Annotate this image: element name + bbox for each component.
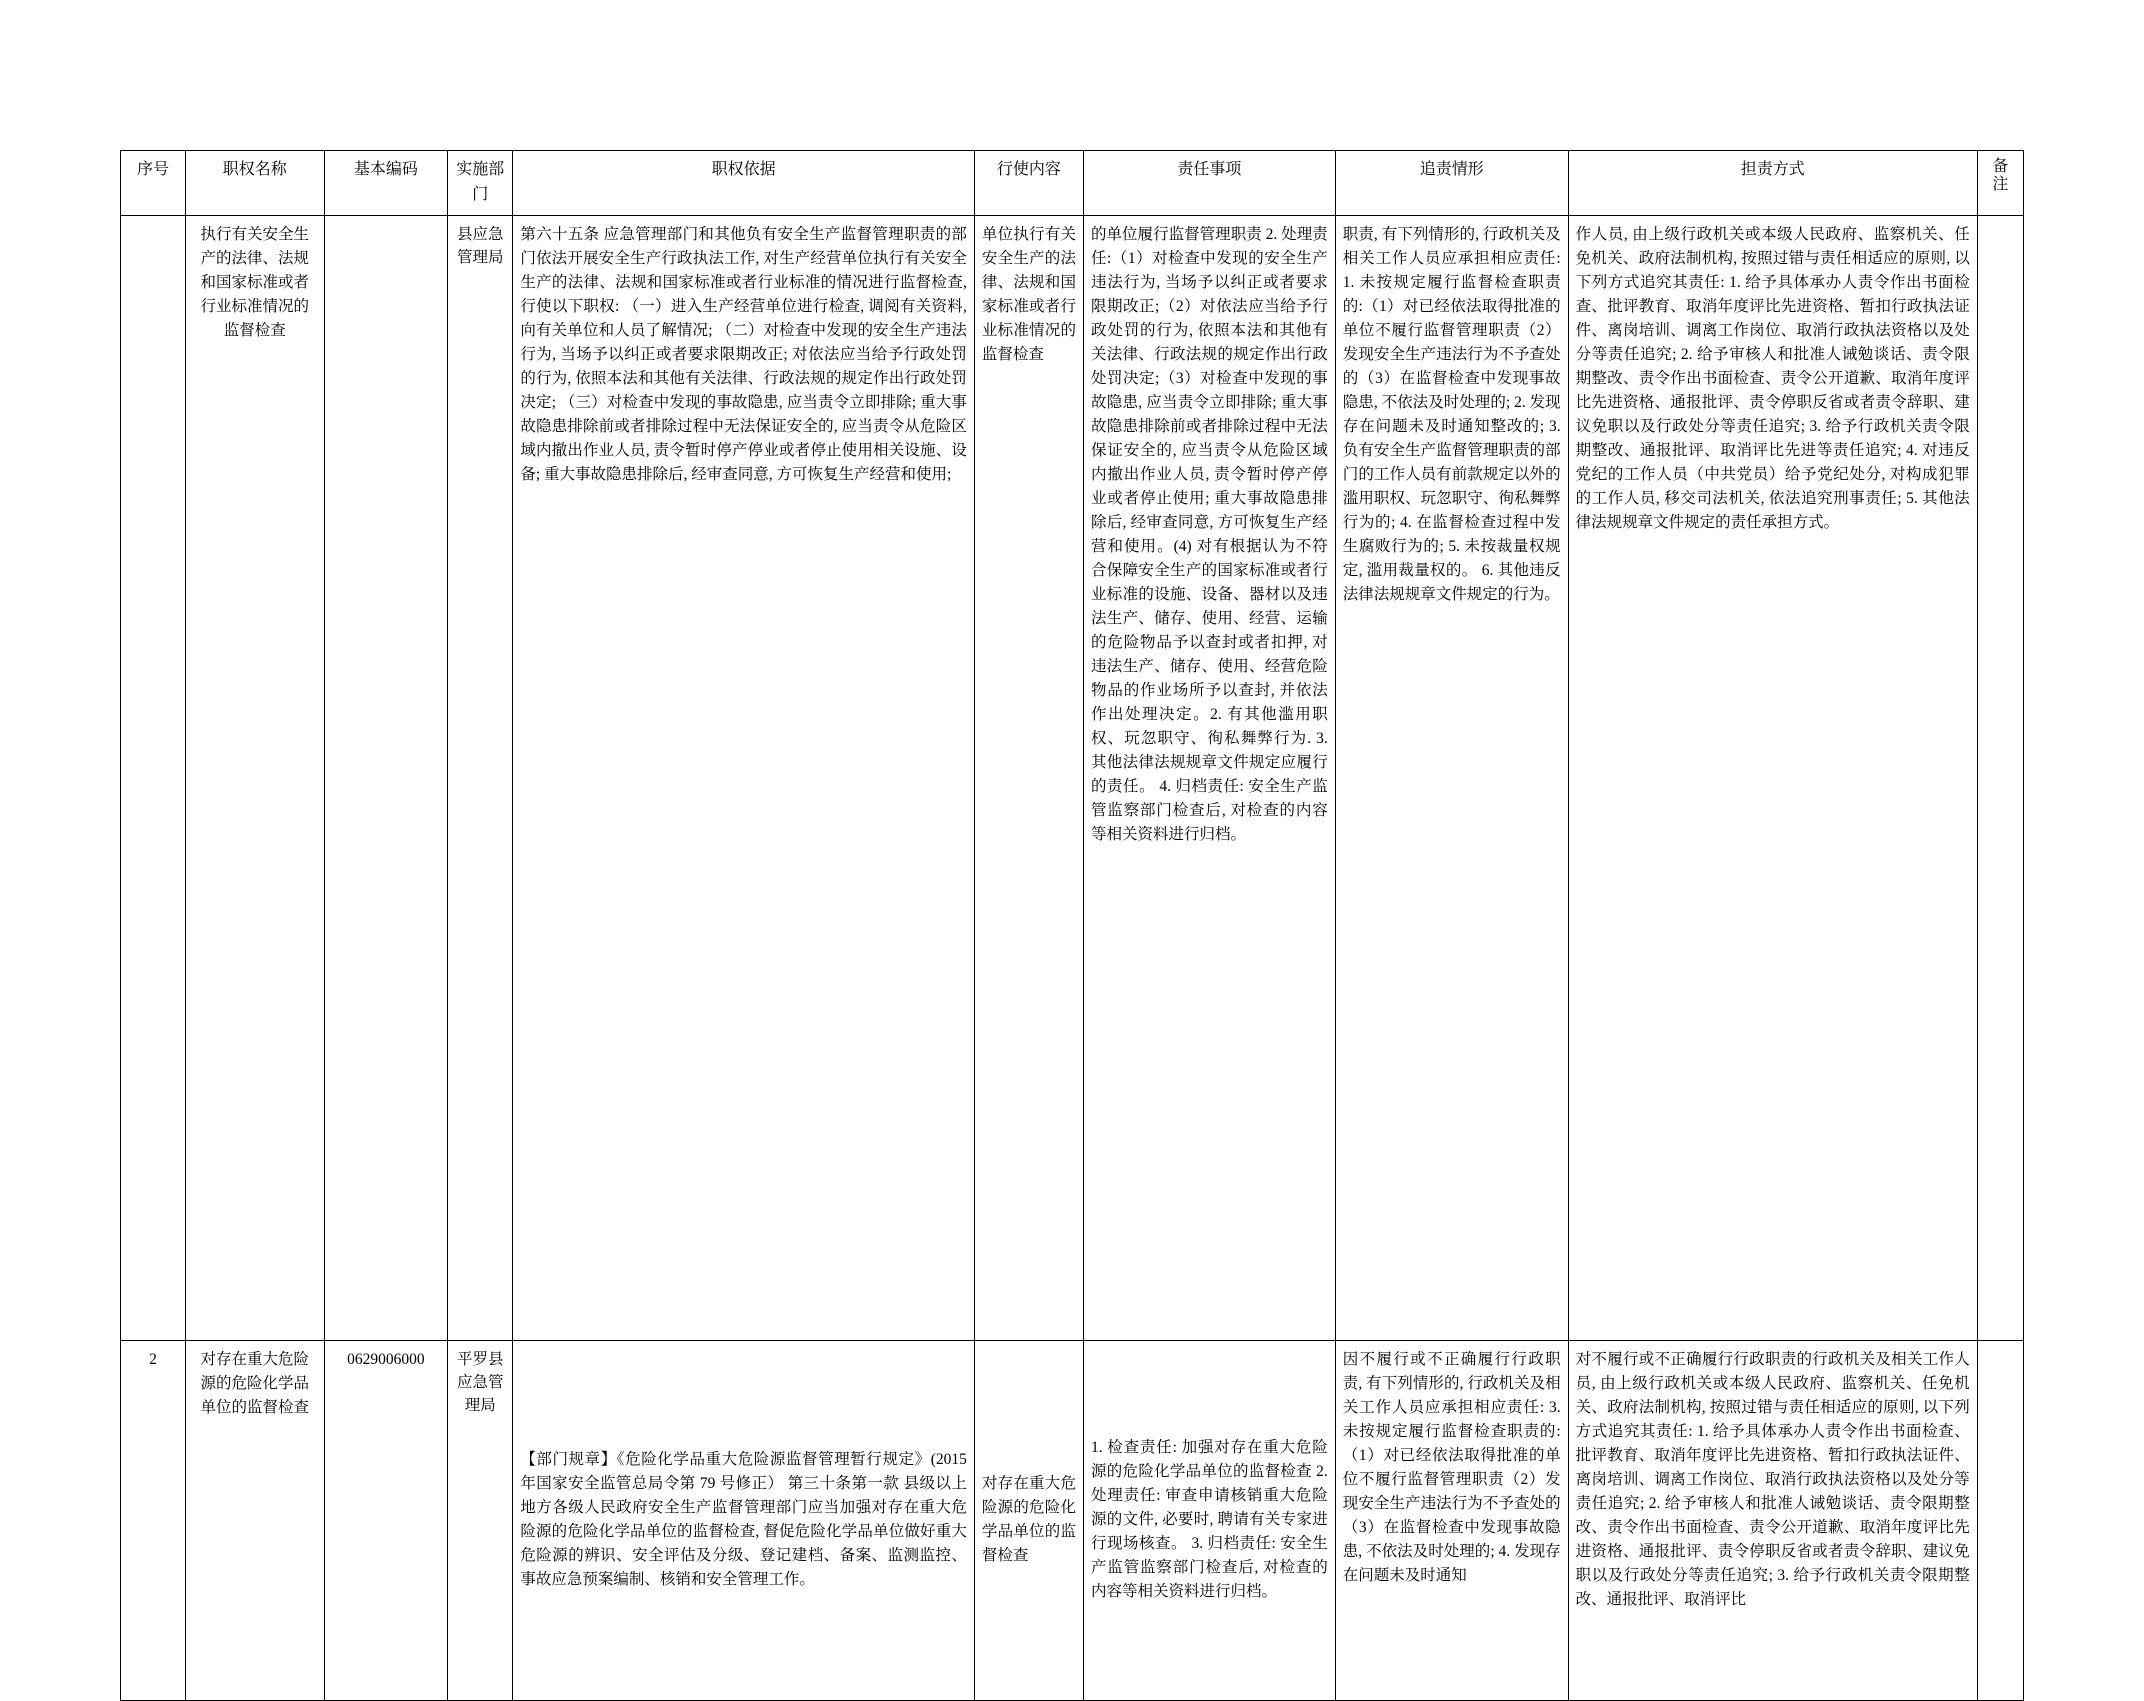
cell-dept: 县应急管理局 (448, 215, 513, 1340)
cell-seq (121, 215, 186, 1340)
cell-name: 执行有关安全生产的法律、法规和国家标准或者行业标准情况的监督检查 (186, 215, 324, 1340)
cell-basis: 【部门规章】《危险化学品重大危险源监督管理暂行规定》(2015年国家安全监管总局令第 79 号修正） 第三十条第一款 县级以上地方各级人民政府安全生产监督管理部门应当加强对存在重大危险源的危险化学品单位的监督检查, 督促危险化学品单位做好重大危险源的辨识、安全评估及分级、登记建档、备案、监测监控、事故应急预案编制、核销和安全管理工作。 (513, 1340, 975, 1700)
column-header-seq: 序号 (121, 151, 186, 216)
column-header-remark: 备注 (1977, 151, 2023, 216)
table-body (121, 215, 2024, 1700)
table-header-row (121, 151, 2024, 216)
cell-bearing: 作人员, 由上级行政机关或本级人民政府、监察机关、任免机关、政府法制机构, 按照过错与责任相适应的原则, 以下列方式追究其责任: 1. 给予具体承办人责令作出书面检查、批评教育、取消年度评比先进资格、暂扣行政执法证件、离岗培训、调离工作岗位、取消行政执法资格以及处分等责任追究; 2. 给予审核人和批准人诫勉谈话、责令限期整改、责令作出书面检查、责令公开道歉、取消年度评比先进资格、通报批评、责令停职反省或者责令辞职、建议免职以及行政处分等责任追究; 3. 给予行政机关责令限期整改、通报批评、取消评比先进等责任追究; 4. 对违反党纪的工作人员（中共党员）给予党纪处分, 对构成犯罪的工作人员, 移交司法机关, 依法追究刑事责任; 5. 其他法律法规规章文件规定的责任承担方式。 (1568, 215, 1977, 1340)
cell-code: 0629006000 (324, 1340, 448, 1700)
column-header-code: 基本编码 (324, 151, 448, 216)
cell-dept: 平罗县应急管理局 (448, 1340, 513, 1700)
cell-remark (1977, 215, 2023, 1340)
table-header (121, 151, 2024, 216)
cell-duty: 的单位履行监督管理职责 2. 处理责任:（1）对检查中发现的安全生产违法行为, 当场予以纠正或者要求限期改正;（2）对依法应当给予行政处罚的行为, 依照本法和其他有关法律、行政法规的规定作出行政处罚决定;（3）对检查中发现的事故隐患, 应当责令立即排除; 重大事故隐患排除前或者排除过程中无法保证安全的, 应当责令从危险区域内撤出作业人员, 责令暂时停产停业或者停止使用; 重大事故隐患排除后, 经审查同意, 方可恢复生产经营和使用。(4) 对有根据认为不符合保障安全生产的国家标准或者行业标准的设施、设备、器材以及违法生产、储存、使用、经营、运输的危险物品予以查封或者扣押, 对违法生产、储存、使用、经营危险物品的作业场所予以查封, 并依法作出处理决定。2. 有其他滥用职权、玩忽职守、徇私舞弊行为. 3. 其他法律法规规章文件规定应履行的责任。 4. 归档责任: 安全生产监管监察部门检查后, 对检查的内容等相关资料进行归档。 (1083, 215, 1335, 1340)
column-header-dept: 实施部门 (448, 151, 513, 216)
cell-seq: 2 (121, 1340, 186, 1700)
column-header-basis: 职权依据 (513, 151, 975, 216)
cell-content: 对存在重大危险源的危险化学品单位的监督检查 (974, 1340, 1083, 1700)
cell-duty: 1. 检查责任: 加强对存在重大危险源的危险化学品单位的监督检查 2. 处理责任: 审查申请核销重大危险源的文件, 必要时, 聘请有关专家进行现场核查。 3. 归档责任: 安全生产监管监察部门检查后, 对检查的内容等相关资料进行归档。 (1083, 1340, 1335, 1700)
column-header-accountability: 追责情形 (1335, 151, 1568, 216)
column-header-bearing: 担责方式 (1568, 151, 1977, 216)
cell-bearing: 对不履行或不正确履行行政职责的行政机关及相关工作人员, 由上级行政机关或本级人民政府、监察机关、任免机关、政府法制机构, 按照过错与责任相适应的原则, 以下列方式追究其责任: 1. 给予具体承办人责令作出书面检查、批评教育、取消年度评比先进资格、暂扣行政执法证件、离岗培训、调离工作岗位、取消行政执法资格以及处分等责任追究; 2. 给予审核人和批准人诫勉谈话、责令限期整改、责令作出书面检查、责令公开道歉、取消年度评比先进资格、通报批评、责令停职反省或者责令辞职、建议免职以及行政处分等责任追究; 3. 给予行政机关责令限期整改、通报批评、取消评比 (1568, 1340, 1977, 1700)
cell-accountability: 因不履行或不正确履行行政职责, 有下列情形的, 行政机关及相关工作人员应承担相应责任: 3. 未按规定履行监督检查职责的:（1）对已经依法取得批准的单位不履行监督管理职责（2）发现安全生产违法行为不予查处的（3）在监督检查中发现事故隐患, 不依法及时处理的; 4. 发现存在问题未及时通知 (1335, 1340, 1568, 1700)
cell-name: 对存在重大危险源的危险化学品单位的监督检查 (186, 1340, 324, 1700)
power-list-table (120, 150, 2024, 1701)
column-header-duty: 责任事项 (1083, 151, 1335, 216)
table-row (121, 1340, 2024, 1700)
column-header-content: 行使内容 (974, 151, 1083, 216)
column-header-name: 职权名称 (186, 151, 324, 216)
cell-remark (1977, 1340, 2023, 1700)
cell-code (324, 215, 448, 1340)
table-row (121, 215, 2024, 1340)
cell-content: 单位执行有关安全生产的法律、法规和国家标准或者行业标准情况的监督检查 (974, 215, 1083, 1340)
cell-basis: 第六十五条 应急管理部门和其他负有安全生产监督管理职责的部门依法开展安全生产行政执法工作, 对生产经营单位执行有关安全生产的法律、法规和国家标准或者行业标准的情况进行监督检查, 行使以下职权: （一）进入生产经营单位进行检查, 调阅有关资料, 向有关单位和人员了解情况; （二）对检查中发现的安全生产违法行为, 当场予以纠正或者要求限期改正; 对依法应当给予行政处罚的行为, 依照本法和其他有关法律、行政法规的规定作出行政处罚决定; （三）对检查中发现的事故隐患, 应当责令立即排除; 重大事故隐患排除前或者排除过程中无法保证安全的, 应当责令从危险区域内撤出作业人员, 责令暂时停产停业或者停止使用相关设施、设备; 重大事故隐患排除后, 经审查同意, 方可恢复生产经营和使用; (513, 215, 975, 1340)
cell-accountability: 职责, 有下列情形的, 行政机关及相关工作人员应承担相应责任: 1. 未按规定履行监督检查职责的:（1）对已经依法取得批准的单位不履行监督管理职责（2）发现安全生产违法行为不予查处的（3）在监督检查中发现事故隐患, 不依法及时处理的; 2. 发现存在问题未及时通知整改的; 3. 负有安全生产监督管理职责的部门的工作人员有前款规定以外的滥用职权、玩忽职守、徇私舞弊行为的; 4. 在监督检查过程中发生腐败行为的; 5. 未按裁量权规定, 滥用裁量权的。 6. 其他违反法律法规规章文件规定的行为。 (1335, 215, 1568, 1340)
